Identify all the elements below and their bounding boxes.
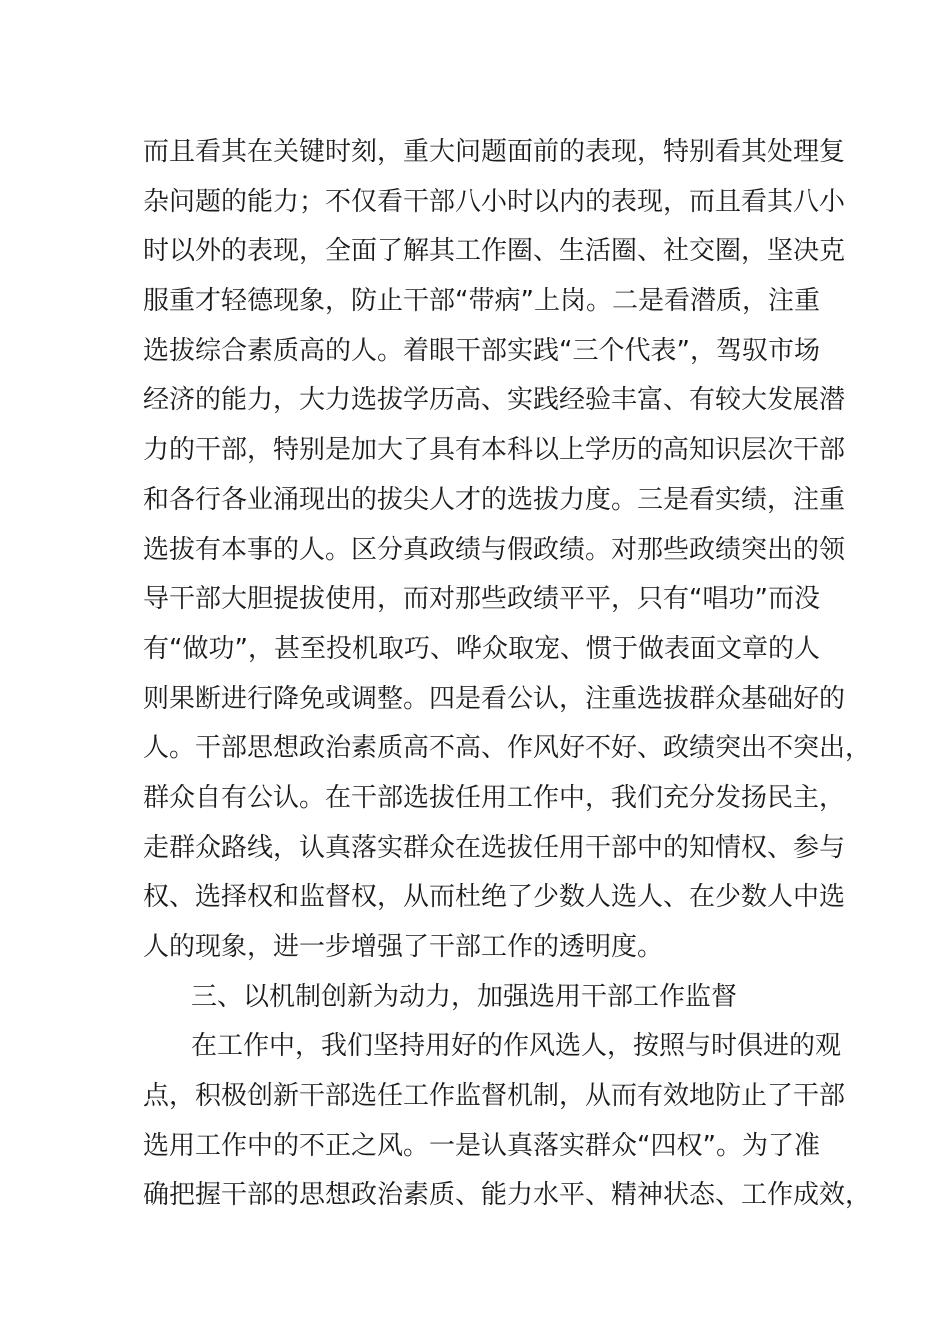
text-line: 人的现象，进一步增强了干部工作的透明度。 bbox=[143, 932, 664, 962]
text-line: 选用工作中的不正之风。一是认真落实群众“四权”。为了准 bbox=[143, 1130, 820, 1161]
text-line: 有“做功”，甚至投机取巧、哗众取宠、惯于做表面文章的人 bbox=[143, 633, 820, 664]
text-line: 权、选择权和监督权，从而杜绝了少数人选人、在少数人中选 bbox=[143, 882, 846, 913]
text-line: 确把握干部的思想政治素质、能力水平、精神状态、工作成效， bbox=[143, 1180, 872, 1211]
text-line: 走群众路线，认真落实群众在选拔任用干部中的知情权、参与 bbox=[143, 832, 846, 863]
text-line: 经济的能力，大力选拔学历高、实践经验丰富、有较大发展潜 bbox=[143, 385, 846, 416]
text-line: 则果断进行降免或调整。四是看公认，注重选拔群众基础好的 bbox=[143, 683, 846, 714]
body-text bbox=[143, 128, 872, 1221]
text-line: 点，积极创新干部选任工作监督机制，从而有效地防止了干部 bbox=[143, 1081, 846, 1112]
text-line: 时以外的表现，全面了解其工作圈、生活圈、社交圈，坚决克 bbox=[143, 236, 846, 267]
text-line: 选拔有本事的人。区分真政绩与假政绩。对那些政绩突出的领 bbox=[143, 534, 846, 565]
text-line: 群众自有公认。在干部选拔任用工作中，我们充分发扬民主， bbox=[143, 782, 846, 813]
section-heading: 三、以机制创新为动力，加强选用干部工作监督 bbox=[191, 981, 738, 1012]
text-line: 导干部大胆提拔使用，而对那些政绩平平，只有“唱功”而没 bbox=[143, 584, 820, 615]
text-line: 杂问题的能力；不仅看干部八小时以内的表现，而且看其八小 bbox=[143, 186, 846, 217]
text-line: 服重才轻德现象，防止干部“带病”上岗。二是看潜质，注重 bbox=[143, 286, 820, 317]
text-line: 选拔综合素质高的人。着眼干部实践“三个代表”，驾驭市场 bbox=[143, 335, 820, 366]
text-line: 力的干部，特别是加大了具有本科以上学历的高知识层次干部 bbox=[143, 435, 846, 466]
text-line: 在工作中，我们坚持用好的作风选人，按照与时俱进的观 bbox=[191, 1031, 842, 1062]
text-line: 人。干部思想政治素质高不高、作风好不好、政绩突出不突出， bbox=[143, 733, 872, 764]
text-line: 而且看其在关键时刻，重大问题面前的表现，特别看其处理复 bbox=[143, 137, 846, 167]
text-line: 和各行各业涌现出的拔尖人才的选拔力度。三是看实绩，注重 bbox=[143, 484, 846, 515]
